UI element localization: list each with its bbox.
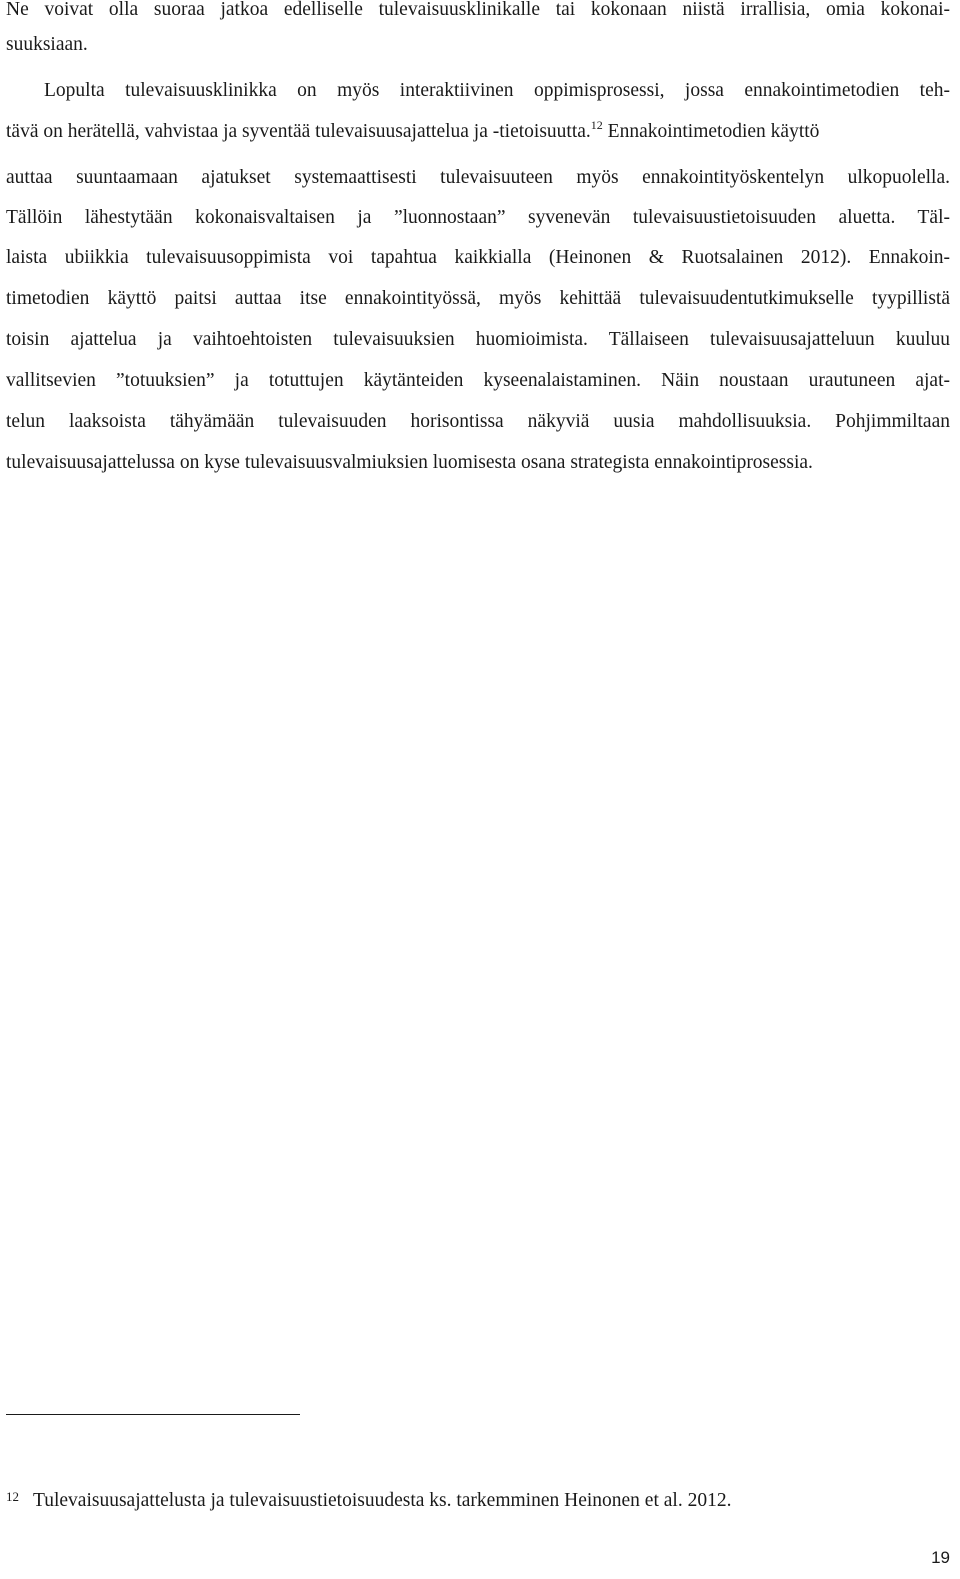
paragraph-line: laista ubiikkia tulevaisuusoppimista voi tapahtua kaikkialla (Heinonen & Ruotsalainen 2012). Ennakoin- [6,247,950,268]
paragraph-text: Ennakointimetodien käyttö [602,121,820,142]
paragraph-line: Ne voivat olla suoraa jatkoa edelliselle tulevaisuusklinikalle tai kokonaan niistä irrallisia, omia kokonai- [6,0,950,20]
footnote-separator [6,1414,300,1415]
paragraph-line: suuksiaan. [6,34,88,55]
paragraph-line: Tällöin lähestytään kokonaisvaltaisen ja ”luonnostaan” syvenevän tulevaisuustietoisuuden aluetta. Täl- [6,207,950,228]
paragraph-line: Lopulta tulevaisuusklinikka on myös interaktiivinen oppimisprosessi, jossa ennakointimetodien teh- [44,80,950,101]
paragraph-line: tulevaisuusajattelussa on kyse tulevaisuusvalmiuksien luomisesta osana strategista ennakointiprosessia. [6,452,813,473]
paragraph-line: telun laaksoista tähyämään tulevaisuuden horisontissa näkyviä uusia mahdollisuuksia. Pohjimmiltaan [6,411,950,432]
paragraph-text: tävä on herätellä, vahvistaa ja syventää tulevaisuusajattelua ja -tietoisuutta. [6,121,591,142]
paragraph-line: timetodien käyttö paitsi auttaa itse ennakointityössä, myös kehittää tulevaisuudentutkimukselle tyypillistä [6,288,950,309]
paragraph-line: toisin ajattelua ja vaihtoehtoisten tulevaisuuksien huomioimista. Tällaiseen tulevaisuusajatteluun kuuluu [6,329,950,350]
page-number: 19 [931,1548,950,1567]
paragraph-line-with-footnote-ref [6,120,819,144]
footnote-number: 12 [6,1489,19,1504]
paragraph-line: vallitsevien ”totuuksien” ja totuttujen käytänteiden kyseenalaistaminen. Näin noustaan urautuneen ajat- [6,370,950,391]
paragraph-line: auttaa suuntaamaan ajatukset systemaattisesti tulevaisuuteen myös ennakointityöskentelyn ulkopuolella. [6,167,950,188]
footnote [6,1485,731,1513]
footnote-text: Tulevaisuusajattelusta ja tulevaisuustietoisuudesta ks. tarkemminen Heinonen et al. 2012. [33,1490,732,1511]
footnote-reference[interactable]: 12 [590,118,603,132]
